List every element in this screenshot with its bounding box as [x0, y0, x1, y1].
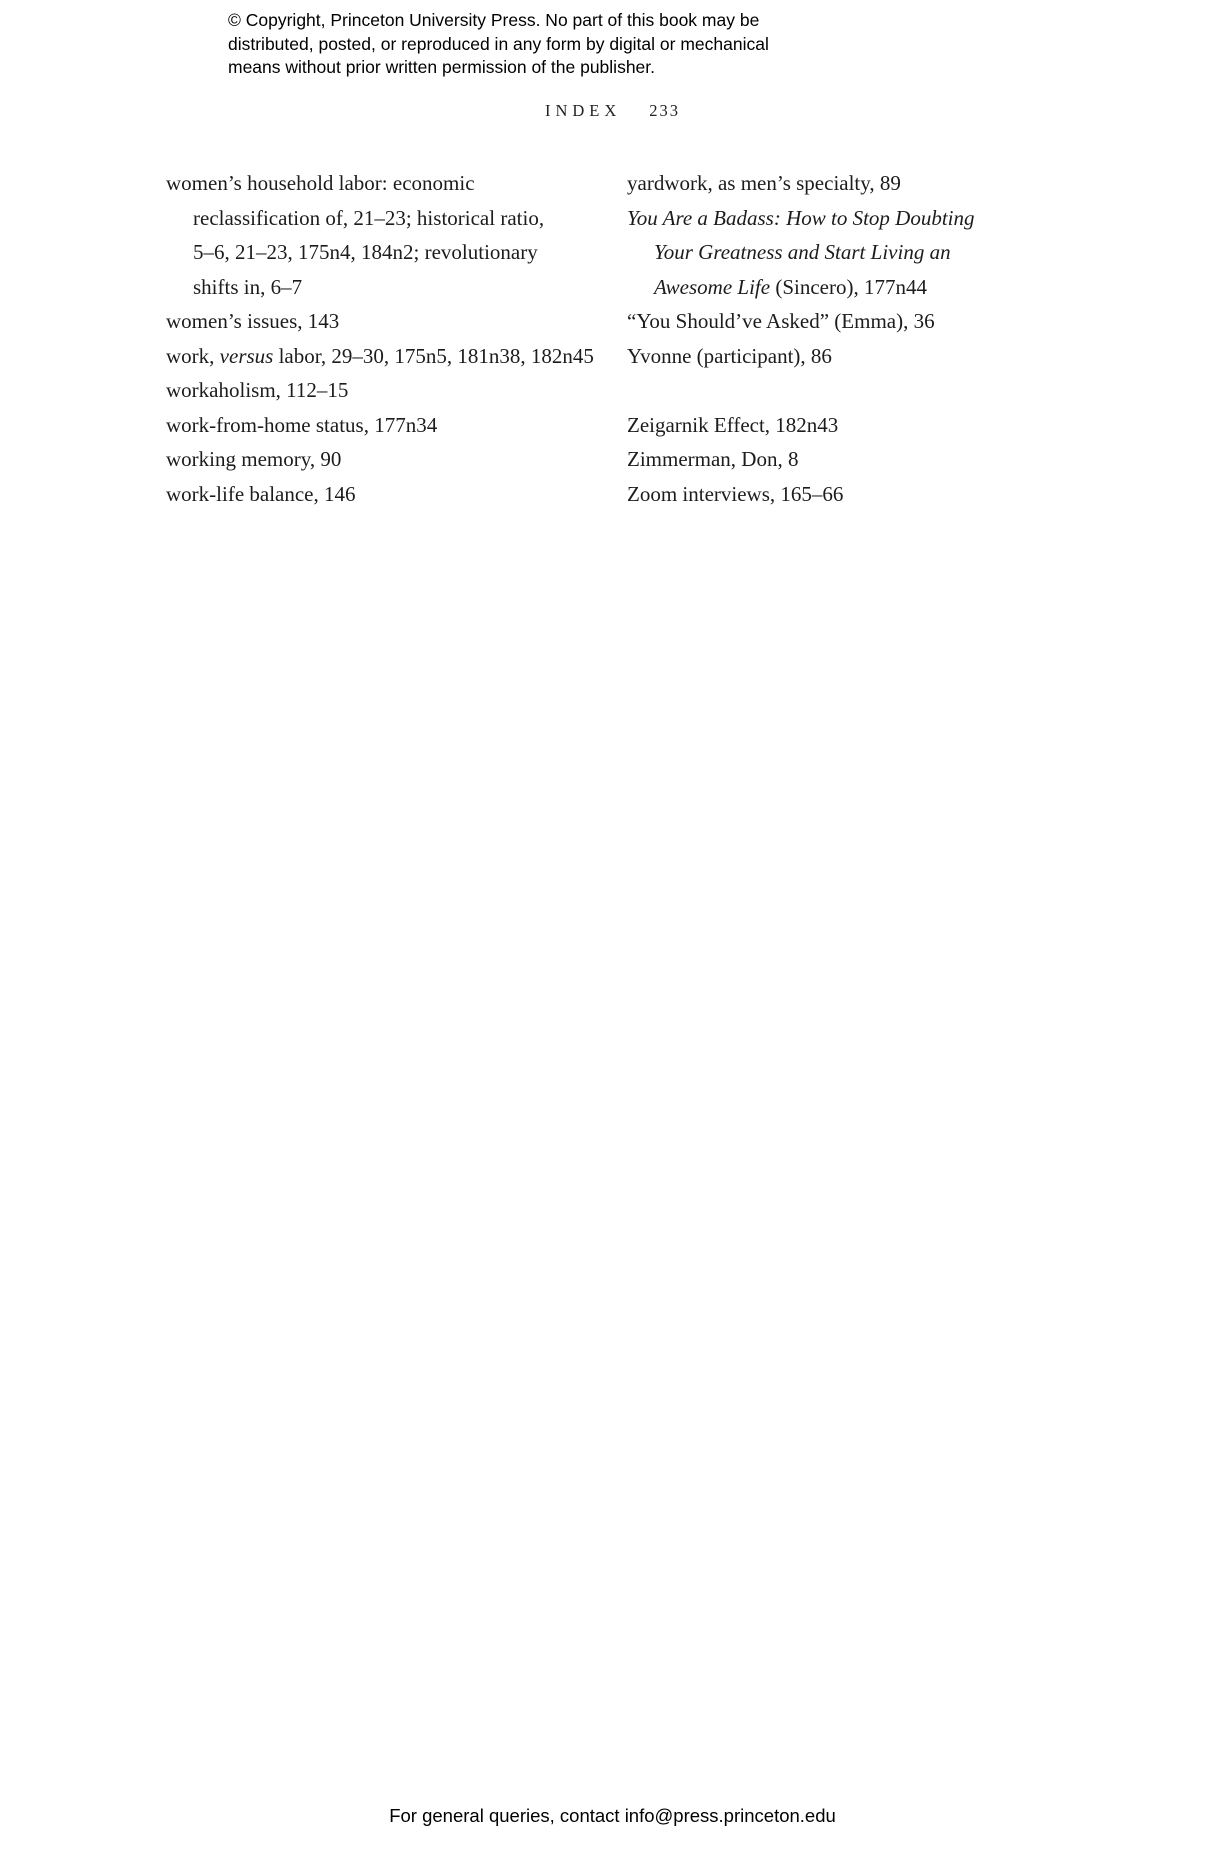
copyright-line-1: © Copyright, Princeton University Press. No part of this book may be [228, 10, 760, 30]
index-entry-line: women’s household labor: economic [166, 171, 475, 195]
index-entry [166, 304, 621, 339]
running-head [0, 101, 1225, 121]
copyright-notice [228, 9, 769, 80]
copyright-line-3: means without prior written permission of the publisher. [228, 57, 656, 77]
index-entry-line: Yvonne (participant), 86 [627, 343, 832, 368]
index-entry-line: Your Greatness and Start Living an [654, 240, 951, 264]
index-entry [627, 477, 1087, 512]
index-entry [627, 166, 1087, 201]
index-entry-line: workaholism, 112–15 [166, 378, 349, 402]
index-entry-line: Zeigarnik Effect, 182n43 [627, 412, 839, 437]
copyright-line-2: distributed, posted, or reproduced in any form by digital or mechanical [228, 33, 769, 54]
index-entry [627, 339, 1087, 374]
index-entry [166, 477, 621, 512]
index-entry [627, 442, 1087, 477]
footer-contact: For general queries, contact info@press.princeton.edu [389, 1805, 836, 1826]
index-title: INDEX [544, 101, 622, 120]
index-entry [166, 408, 621, 443]
page-number: 233 [649, 101, 681, 120]
index-right-column [627, 166, 1087, 511]
index-entry-line: work, versus labor, 29–30, 175n5, 181n38, 182n45 [166, 343, 594, 368]
index-entry [166, 339, 621, 374]
index-entry-line: 5–6, 21–23, 175n4, 184n2; revolutionary [193, 240, 538, 264]
index-entry [627, 304, 1087, 339]
index-entry [166, 373, 621, 408]
index-entry-line: Awesome Life (Sincero), 177n44 [654, 274, 927, 299]
index-entry [166, 166, 621, 304]
index-entry-line: work-life balance, 146 [166, 481, 356, 506]
index-entry-line: “You Should’ve Asked” (Emma), 36 [627, 309, 935, 333]
index-entry-line: Zoom interviews, 165–66 [627, 481, 844, 506]
index-entry [166, 442, 621, 477]
index-entry-line: You Are a Badass: How to Stop Doubting [627, 205, 975, 230]
index-entry-line: reclassification of, 21–23; historical ratio, [193, 205, 545, 230]
index-entry [627, 408, 1087, 443]
index-entry-line: Zimmerman, Don, 8 [627, 447, 799, 471]
index-entry-line: work-from-home status, 177n34 [166, 412, 438, 437]
index-entry-line: women’s issues, 143 [166, 309, 340, 333]
index-entry [627, 201, 1087, 305]
index-left-column [166, 166, 621, 511]
index-entry-line: yardwork, as men’s specialty, 89 [627, 171, 901, 195]
index-entry-line: working memory, 90 [166, 447, 342, 471]
index-entry-line: shifts in, 6–7 [193, 274, 303, 299]
